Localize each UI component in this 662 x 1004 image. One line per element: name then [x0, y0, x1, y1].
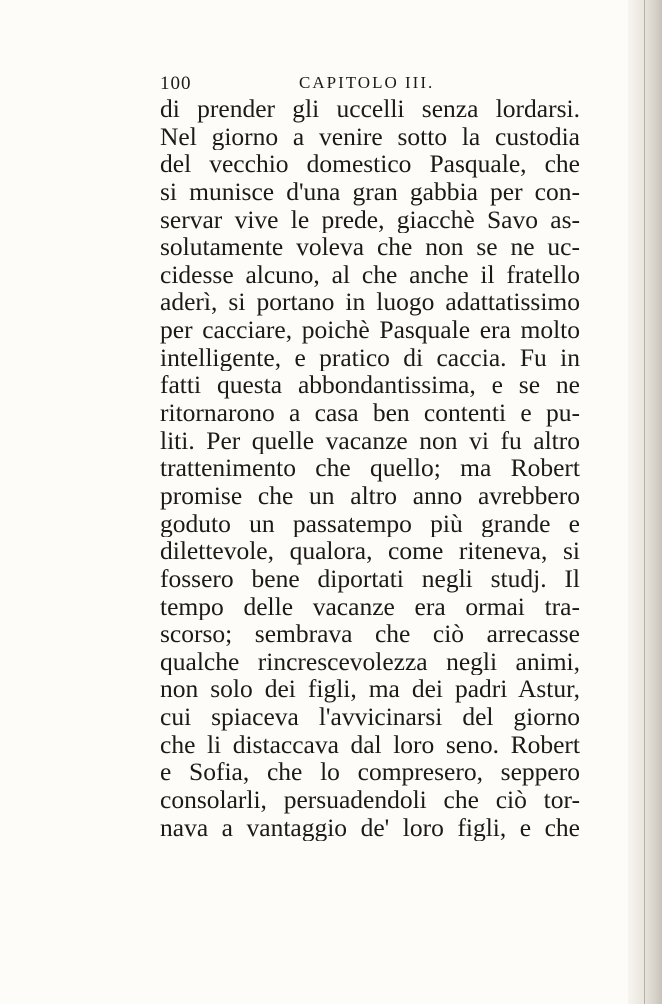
text-line: intelligente, e pratico di caccia. Fu in — [160, 343, 580, 372]
text-line: scorso; sembrava che ciò arrecasse — [160, 620, 580, 648]
text-line: fatti questa abbondantissima, e se ne — [160, 371, 580, 400]
text-line: non solo dei figli, ma dei padri Astur, — [160, 675, 580, 704]
text-line: cidesse alcuno, al che anche il fratello — [160, 260, 580, 289]
text-line: ritornarono a casa ben contenti e pu- — [160, 399, 580, 427]
text-line: cui spiaceva l'avvicinarsi del giorno — [160, 703, 580, 731]
text-line: solutamente voleva che non se ne uc- — [160, 233, 580, 261]
text-line: servar vive le prede, giacchè Savo as- — [160, 205, 580, 234]
text-line: trattenimento che quello; ma Robert — [160, 454, 580, 482]
text-line: per cacciare, poichè Pasquale era molto — [160, 316, 580, 344]
text-line: tempo delle vacanze era ormai tra- — [160, 592, 580, 621]
text-line: promise che un altro anno avrebbero — [160, 481, 580, 510]
text-line: Nel giorno a venire sotto la custodia — [160, 122, 580, 151]
text-line: goduto un passatempo più grande e — [160, 509, 580, 538]
chapter-title: CAPITOLO III. — [299, 73, 435, 92]
text-line: si munisce d'una gran gabbia per con- — [160, 177, 580, 206]
text-line: che li distaccava dal loro seno. Robert — [160, 730, 580, 759]
body-text — [160, 95, 580, 841]
text-line: e Sofia, che lo compresero, seppero — [160, 758, 580, 787]
text-line: consolarli, persuadendoli che ciò tor- — [160, 786, 580, 814]
text-line: qualche rincrescevolezza negli animi, — [160, 647, 580, 676]
text-line: di prender gli uccelli senza lordarsi. — [160, 95, 580, 123]
text-line: dilettevole, qualora, come riteneva, si — [160, 537, 580, 565]
text-line: aderì, si portano in luogo adattatissimo — [160, 288, 580, 317]
page-number: 100 — [160, 73, 192, 94]
text-line: fossero bene diportati negli studj. Il — [160, 564, 580, 593]
page-edge-shadow — [628, 0, 662, 1004]
text-line: del vecchio domestico Pasquale, che — [160, 150, 580, 178]
text-line: nava a vantaggio de' loro figli, e che — [160, 813, 580, 842]
text-line: liti. Per quelle vacanze non vi fu altro — [160, 426, 580, 455]
